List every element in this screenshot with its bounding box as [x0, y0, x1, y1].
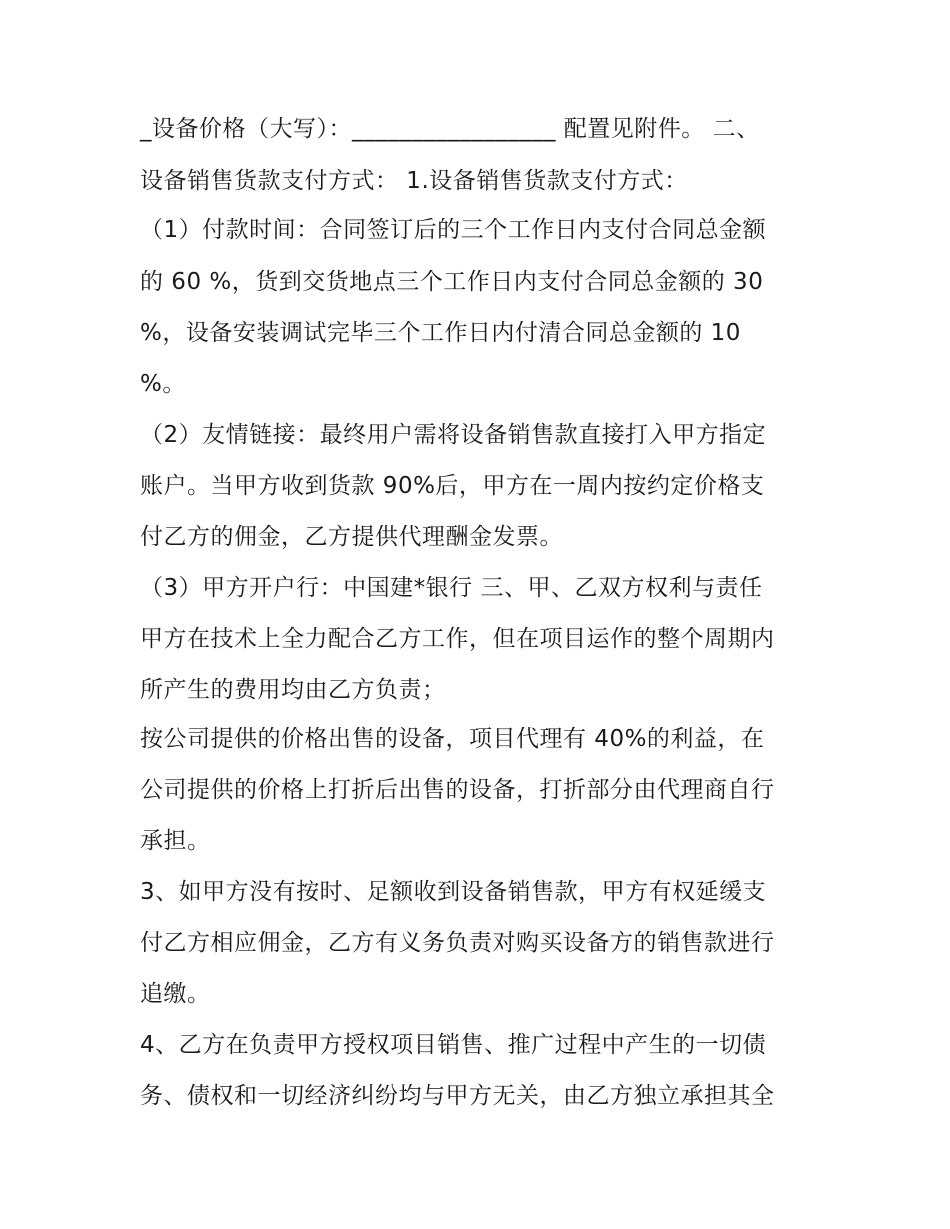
text-line: 3、如甲方没有按时、足额收到设备销售款，甲方有权延缓支: [140, 879, 767, 905]
text-line: 所产生的费用均由乙方负责；: [140, 677, 446, 703]
text-line: （2）友情链接：最终用户需将设备销售款直接打入甲方指定: [140, 422, 767, 448]
text-line: 4、乙方在负责甲方授权项目销售、推广过程中产生的一切债: [140, 1032, 767, 1058]
text-line: 务、债权和一切经济纠纷均与甲方无关，由乙方独立承担其全: [140, 1083, 775, 1109]
text-line: %。: [140, 371, 186, 397]
text-line: 甲方在技术上全力配合乙方工作，但在项目运作的整个周期内: [140, 626, 775, 652]
text-line: 公司提供的价格上打折后出售的设备，打折部分由代理商自行: [140, 777, 775, 803]
text-line: （1）付款时间：合同签订后的三个工作日内支付合同总金额: [140, 217, 767, 243]
text-line: _设备价格（大写）：_________________ 配置见附件。 二、: [140, 116, 760, 142]
text-line: 按公司提供的价格出售的设备，项目代理有 40%的利益，在: [140, 726, 765, 752]
text-line: （3）甲方开户行：中国建*银行 三、甲、乙双方权利与责任: [140, 575, 763, 601]
text-line: %，设备安装调试完毕三个工作日内付清合同总金额的 10: [140, 320, 741, 346]
text-line: 承担。: [140, 828, 211, 854]
text-line: 追缴。: [140, 981, 211, 1007]
text-line: 设备销售货款支付方式： 1.设备销售货款支付方式：: [140, 168, 688, 194]
text-line: 账户。当甲方收到货款 90%后，甲方在一周内按约定价格支: [140, 473, 765, 499]
text-line: 付乙方的佣金，乙方提供代理酬金发票。: [140, 524, 563, 550]
text-line: 付乙方相应佣金，乙方有义务负责对购买设备方的销售款进行: [140, 930, 775, 956]
text-line: 的 60 %，货到交货地点三个工作日内支付合同总金额的 30: [140, 269, 764, 295]
